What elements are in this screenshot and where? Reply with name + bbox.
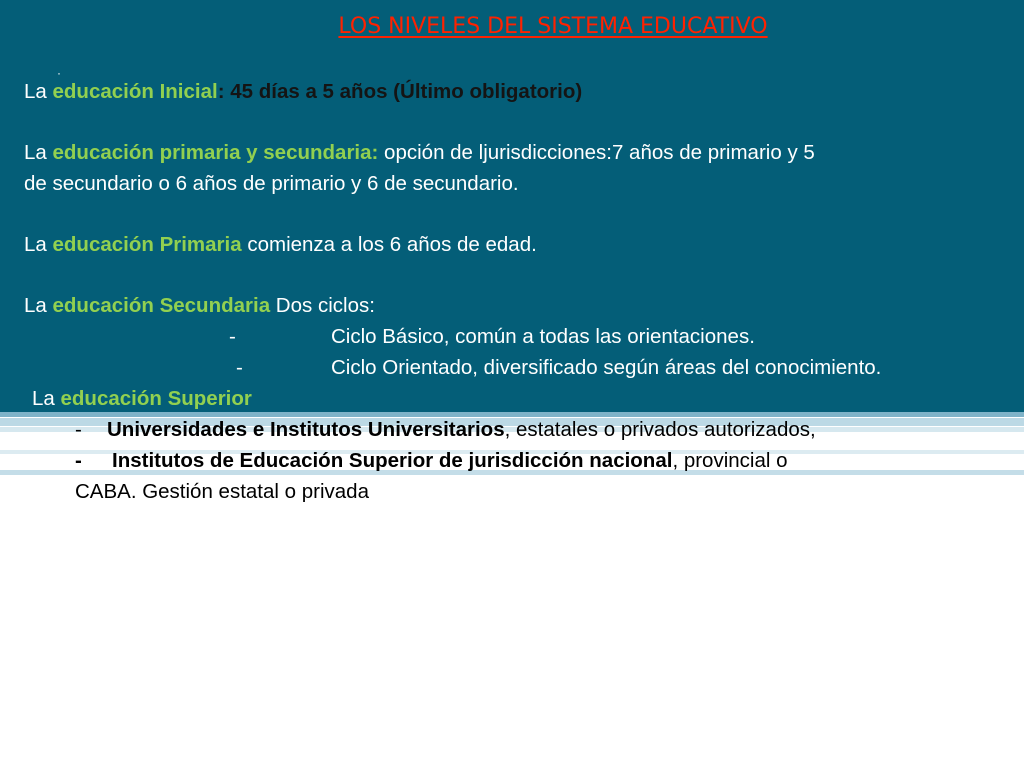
inicial-detail: 45 días a 5 años (Último obligatorio) xyxy=(230,80,583,103)
primaria-secundaria-detail: opción de ljurisdicciones:7 años de primario y 5 xyxy=(378,141,815,164)
superior-item-dash: - xyxy=(75,449,82,472)
line-inicial xyxy=(24,80,582,104)
cycle-dash: - xyxy=(236,356,243,379)
superior-item-continuation: CABA. Gestión estatal o privada xyxy=(75,480,369,503)
bullet-mark: · xyxy=(57,66,61,80)
superior-item-institutos xyxy=(112,449,788,473)
item-bold: Universidades e Institutos Universitarios xyxy=(107,418,505,441)
line-primaria-secundaria xyxy=(24,141,815,165)
secundaria-detail: Dos ciclos: xyxy=(270,294,375,317)
heading-superior: educación Superior xyxy=(60,387,252,410)
item-rest: , provincial o xyxy=(672,449,788,472)
cycle-dash: - xyxy=(229,325,236,348)
slide-title: LOS NIVELES DEL SISTEMA EDUCATIVO xyxy=(338,14,768,39)
item-rest: , estatales o privados autorizados, xyxy=(504,418,816,441)
line-prefix: La xyxy=(24,80,53,103)
heading-inicial: educación Inicial xyxy=(52,80,218,103)
inicial-colon: : xyxy=(217,80,231,103)
line-prefix: La xyxy=(24,294,53,317)
line-prefix: La xyxy=(32,387,61,410)
heading-secundaria: educación Secundaria xyxy=(52,294,271,317)
line-secundaria xyxy=(24,294,375,318)
heading-primaria: educación Primaria xyxy=(52,233,242,256)
cycle-orientado: Ciclo Orientado, diversificado según áreas del conocimiento. xyxy=(331,356,882,379)
superior-item-dash: - xyxy=(75,418,82,441)
line-prefix: La xyxy=(24,141,53,164)
line-prefix: La xyxy=(24,233,53,256)
superior-item-universidades xyxy=(107,418,816,442)
primaria-detail: comienza a los 6 años de edad. xyxy=(241,233,537,256)
line-superior xyxy=(32,387,252,411)
item-bold: Institutos de Educación Superior de jurisdicción nacional xyxy=(112,449,673,472)
line-primaria xyxy=(24,233,537,257)
heading-primaria-secundaria: educación primaria y secundaria: xyxy=(52,141,379,164)
decorative-stripe xyxy=(0,412,1024,417)
cycle-basico: Ciclo Básico, común a todas las orientaciones. xyxy=(331,325,755,348)
line-primaria-secundaria-cont: de secundario o 6 años de primario y 6 de secundario. xyxy=(24,172,519,195)
